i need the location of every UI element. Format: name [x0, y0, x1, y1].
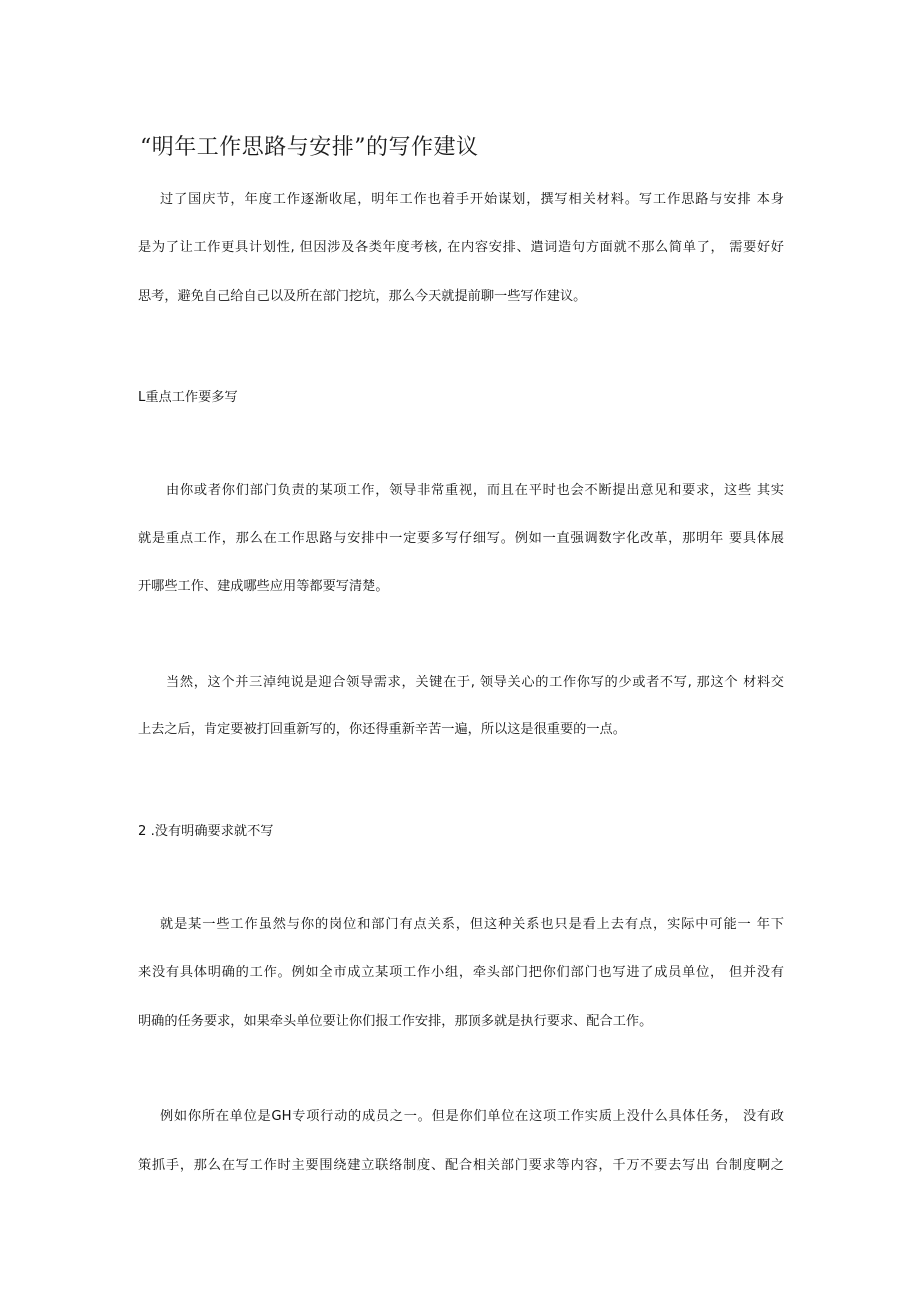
section-2-para-1-line-3: 明确的任务要求，如果牵头单位要让你们报工作安排，那顶多就是执行要求、配合工作。	[138, 1014, 653, 1029]
section-2-para-1-line-2: 来没有具体明确的工作。例如全市成立某项工作小组，牵头部门把你们部门也写进了成员单位， 但并没有	[138, 965, 784, 980]
intro-line-3: 思考，避免自己给自己以及所在部门挖坑，那么今天就提前聊一些写作建议。	[138, 289, 587, 304]
section-1-heading: L重点工作要多写	[138, 390, 238, 405]
section-2-para-2-line-2: 策抓手，那么在写工作时主要围绕建立联络制度、配合相关部门要求等内容，千万不要去写出 台制度啊之	[138, 1158, 784, 1173]
intro-line-1: 过了国庆节，年度工作逐渐收尾，明年工作也着手开始谋划，撰写相关材料。写工作思路与安排 本身	[160, 192, 784, 207]
section-2-heading: 2 .没有明确要求就不写	[138, 824, 274, 839]
section-1-para-2-line-2: 上去之后，肯定要被打回重新写的，你还得重新辛苦一遍，所以这是很重要的一点。	[138, 722, 626, 737]
intro-line-2: 是为了让工作更具计划性, 但因涉及各类年度考核, 在内容安排、遣词造句方面就不那么简单了， 需要好好	[138, 240, 784, 255]
section-1-para-2-line-1: 当然，这个并三淖纯说是迎合领导需求，关键在于, 领导关心的工作你写的少或者不写, 那这个 材料交	[166, 675, 784, 690]
section-2-para-1-line-1: 就是某一些工作虽然与你的岗位和部门有点关系，但这种关系也只是看上去有点，实际中可能一 年下	[160, 917, 784, 932]
section-2-para-2-line-1: 例如你所在单位是GH专项行动的成员之一。但是你们单位在这项工作实质上没什么具体任务， 没有政	[160, 1109, 784, 1124]
document-title: “明年工作思路与安排”的写作建议	[140, 135, 479, 160]
section-1-para-1-line-3: 开哪些工作、建成哪些应用等都要写清楚。	[138, 579, 389, 594]
section-1-para-1-line-2: 就是重点工作，那么在工作思路与安排中一定要多写仔细写。例如一直强调数字化改革，那明年 要具体展	[138, 531, 784, 546]
section-1-para-1-line-1: 由你或者你们部门负责的某项工作，领导非常重视，而且在平时也会不断提出意见和要求，这些 其实	[166, 483, 784, 498]
